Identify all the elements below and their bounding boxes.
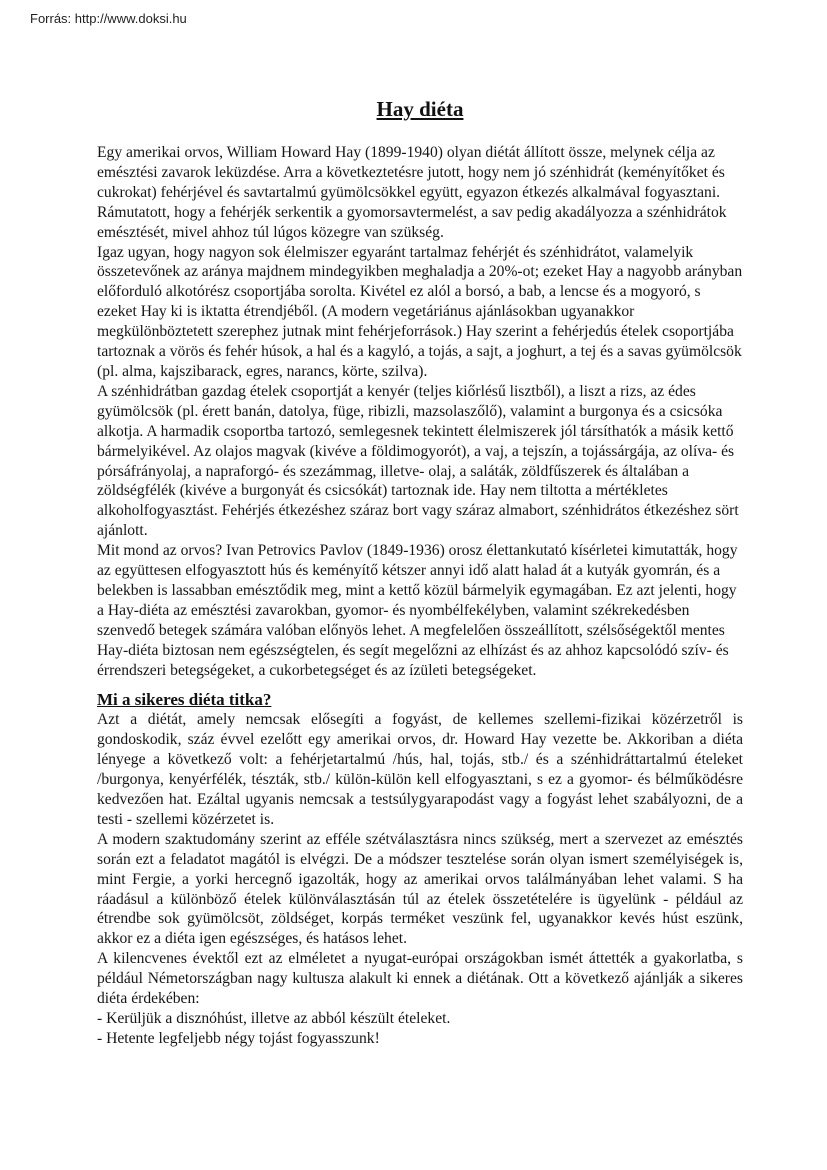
body-paragraph: A szénhidrátban gazdag ételek csoportját a kenyér (teljes kiőrlésű lisztből), a liszt a rizs, az édes gyümölcsök (pl. érett banán, datolya, füge, ribizli, mazsolaszőlő), valamint a burgonya és a csicsóka alkotja. A harmadik csoportba tartozó, semlegesnek tekintett élelmiszerek jól társíthatók a másik kettő bármelyikével. Az olajos magvak (kivéve a földimogyorót), a vaj, a tejszín, a tojássárgája, az olíva- és pórsáfrányolaj, a napraforgó- és szezámmag, illetve- olaj, a saláták, zöldfűszerek és általában a zöldségfélék (kivéve a burgonyát és csicsókát) tartoznak ide. Hay nem tiltotta a mértékletes alkoholfogyasztást. Fehérjés étkezéshez száraz bort vagy száraz almabort, szénhidrátos étkezéshez sört ajánlott. bbox=[97, 382, 739, 540]
document-content bbox=[97, 0, 743, 1049]
section-heading: Mi a sikeres diéta titka? bbox=[97, 690, 272, 710]
document-title: Hay diéta bbox=[376, 97, 464, 121]
body-paragraph: Azt a diétát, amely nemcsak elősegíti a fogyást, de kellemes szellemi-fizikai közérzetről is gondoskodik, száz évvel ezelőtt egy amerikai orvos, dr. Howard Hay vezette be. Akkoriban a diéta lényege a következő volt: a fehérjetartalmú /hús, hal, tojás, stb./ és a szénhidráttartalmú ételeket /burgonya, kenyérfélék, tészták, stb./ külön-külön kell elfogyasztani, s ez a gyomor- és bélműködésre kedvezően hat. Ezáltal ugyanis nemcsak a testsúlygyarapodást vagy a fogyást lehet szabályozni, de a testi - szellemi közérzetet is. bbox=[97, 711, 743, 828]
body-paragraph: Igaz ugyan, hogy nagyon sok élelmiszer egyaránt tartalmaz fehérjét és szénhidrátot, valamelyik összetevőnek az aránya majdnem mindegyikben meghaladja a 20%-ot; ezeket Hay a nagyobb arányban előforduló alkotórész csoportjába sorolta. Kivétel ez alól a borsó, a bab, a lencse és a mogyoró, s ezeket Hay ki is iktatta étrendjéből. (A modern vegetáriánus ajánlásokban ugyanakkor megkülönböztetett szerephez jutnak mint fehérjeforrások.) Hay szerint a fehérjedús ételek csoportjába tartoznak a vörös és fehér húsok, a hal és a kagyló, a tojás, a sajt, a joghurt, a tej és a savas gyümölcsök (pl. alma, kajszibarack, egres, narancs, körte, szilva). bbox=[97, 243, 743, 380]
body-paragraph: A kilencvenes évektől ezt az elméletet a nyugat-európai országokban ismét áttették a gyakorlatba, s például Németországban nagy kultusza alakult ki ennek a diétának. Ott a következő ajánlják a sikeres diéta érdekében: bbox=[97, 950, 743, 1008]
body-paragraph: Egy amerikai orvos, William Howard Hay (1899-1940) olyan diétát állított össze, melynek célja az emésztési zavarok leküzdése. Arra a következtetésre jutott, hogy nem jó szénhidrát (keményítőket és cukrokat) fehérjével és savtartalmú gyümölcsökkel együtt, egyazon étkezés alkalmával fogyasztani. Rámutatott, hogy a fehérjék serkentik a gyomorsavtermelést, a sav pedig akadályozza a szénhidrátok emésztését, mivel ahhoz túl lúgos közegre van szükség. bbox=[97, 144, 727, 241]
body-paragraph: Mit mond az orvos? Ivan Petrovics Pavlov (1849-1936) orosz élettankutató kísérletei kimutatták, hogy az együttesen elfogyasztott hús és keményítő kétszer annyi idő alatt halad át a kutyák gyomrán, és a belekben is lassabban emésztődik meg, mint a kettő közül bármelyik egymagában. Ez azt jelenti, hogy a Hay-diéta az emésztési zavarokban, gyomor- és nyombélfekélyben, valamint székrekedésben szenvedő betegek számára valóban előnyös lehet. A megfelelően összeállított, szélsőségektől mentes Hay-diéta biztosan nem egészségtelen, és segít megelőzni az elhízást és az ahhoz kapcsolódó szív- és érrendszeri betegségeket, a cukorbetegséget és az ízületi betegségeket. bbox=[97, 542, 738, 679]
body-paragraph: A modern szaktudomány szerint az efféle szétválasztásra nincs szükség, mert a szervezet az emésztés során ezt a feladatot magától is elvégzi. De a módszer tesztelése során olyan ismert személyiségek is, mint Fergie, a yorki hercegnő igazolták, hogy az amerikai orvos találmányában lehet valami. S ha ráadásul a különböző ételek különválasztásán túl az ételek összetételére is ügyelünk - például az étrendbe sok gyümölcsöt, zöldséget, korpás terméket veszünk fel, ugyanakkor kevés húst eszünk, akkor ez a diéta igen egészséges, és hatásos lehet. bbox=[97, 830, 743, 948]
bullet-line: - Hetente legfeljebb négy tojást fogyasszunk! bbox=[97, 1029, 380, 1047]
bullet-line: - Kerüljük a disznóhúst, illetve az abból készült ételeket. bbox=[97, 1009, 451, 1027]
source-url-note: Forrás: http://www.doksi.hu bbox=[30, 11, 187, 26]
